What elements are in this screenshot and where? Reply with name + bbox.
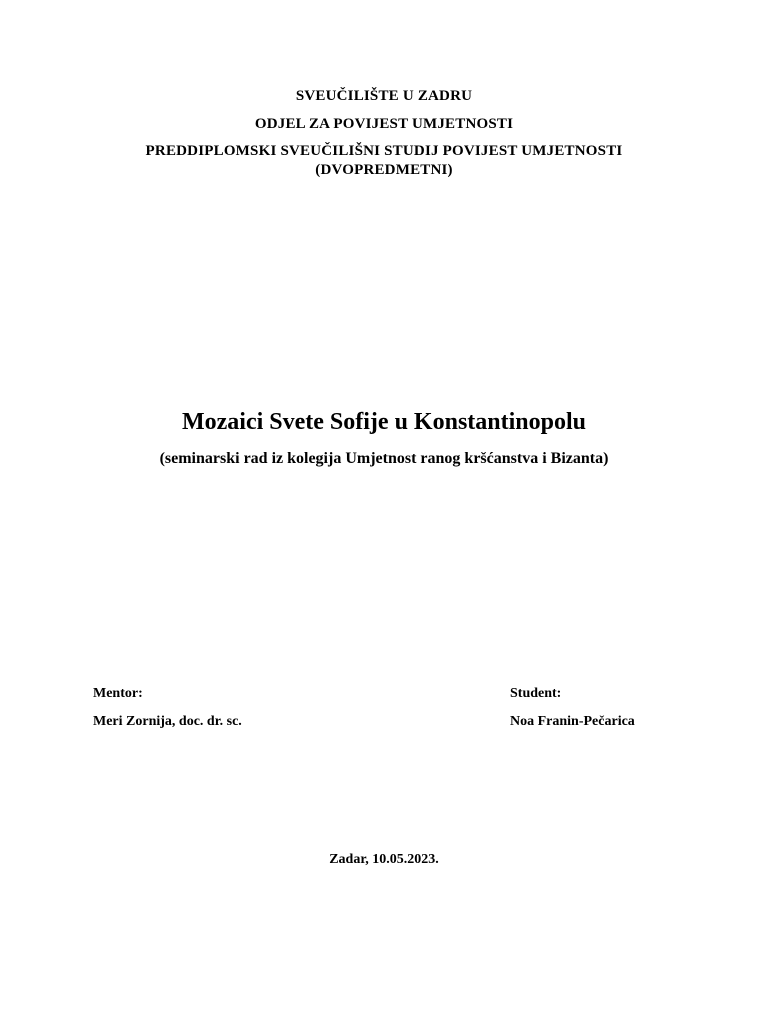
mentor-label: Mentor: bbox=[93, 686, 143, 701]
place-and-date: Zadar, 10.05.2023. bbox=[329, 852, 439, 867]
student-name: Noa Franin-Pečarica bbox=[510, 714, 635, 729]
study-program-type: (DVOPREDMETNI) bbox=[315, 162, 453, 178]
department-name: ODJEL ZA POVIJEST UMJETNOSTI bbox=[254, 116, 514, 132]
student-label: Student: bbox=[510, 686, 562, 701]
study-program: PREDDIPLOMSKI SVEUČILIŠNI STUDIJ POVIJEST UMJETNOSTI bbox=[145, 143, 623, 159]
paper-title: Mozaici Svete Sofije u Konstantinopolu bbox=[181, 409, 586, 435]
paper-subtitle: (seminarski rad iz kolegija Umjetnost ranog kršćanstva i Bizanta) bbox=[159, 450, 609, 467]
mentor-name: Meri Zornija, doc. dr. sc. bbox=[93, 714, 242, 729]
university-name: SVEUČILIŠTE U ZADRU bbox=[295, 88, 473, 104]
